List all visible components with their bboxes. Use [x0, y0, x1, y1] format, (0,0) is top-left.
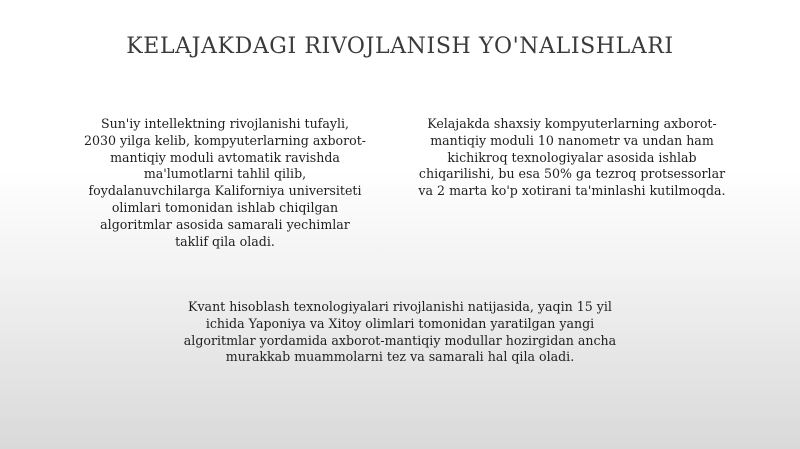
right-paragraph-line: mantiqiy moduli 10 nanometr va undan ham — [430, 132, 714, 148]
left-paragraph-line: algoritmlar asosida samarali yechimlar — [100, 216, 350, 232]
right-paragraph — [388, 116, 756, 200]
bottom-paragraph — [120, 299, 680, 366]
left-paragraph-line: olimlari tomonidan ishlab chiqilgan — [111, 199, 339, 215]
right-paragraph-line: kichikroq texnologiyalar asosida ishlab — [447, 149, 697, 165]
left-paragraph-line: 2030 yilga kelib, kompyuterlarning axborot- — [83, 132, 367, 148]
bottom-paragraph-line: algoritmlar yordamida axborot-mantiqiy modullar hozirgidan ancha — [183, 332, 617, 348]
left-paragraph-line: ma'lumotlarni tahlil qilib, — [143, 166, 307, 182]
bottom-paragraph-line: Kvant hisoblash texnologiyalari rivojlanishi natijasida, yaqin 15 yil — [188, 299, 612, 314]
right-paragraph-line: va 2 marta ko'p xotirani ta'minlashi kutilmoqda. — [418, 183, 726, 199]
slide-title: KELAJAKDAGI RIVOJLANISH YO'NALISHLARI — [126, 34, 674, 59]
bottom-paragraph-line: ichida Yaponiya va Xitoy olimlari tomonidan yaratilgan yangi — [205, 315, 595, 331]
left-paragraph-line: foydalanuvchilarga Kaliforniya universiteti — [88, 183, 362, 199]
right-paragraph-line: chiqarilishi, bu esa 50% ga tezroq protsessorlar — [418, 166, 726, 182]
bottom-paragraph-line: murakkab muammolarni tez va samarali hal qila oladi. — [225, 349, 575, 365]
left-paragraph — [40, 116, 410, 250]
right-paragraph-line: Kelajakda shaxsiy kompyuterlarning axborot- — [427, 116, 717, 131]
left-paragraph-line: mantiqiy moduli avtomatik ravishda — [110, 149, 340, 165]
left-paragraph-line: taklif qila oladi. — [175, 233, 275, 249]
left-paragraph-line: Sun'iy intellektning rivojlanishi tufayli, — [100, 116, 350, 131]
